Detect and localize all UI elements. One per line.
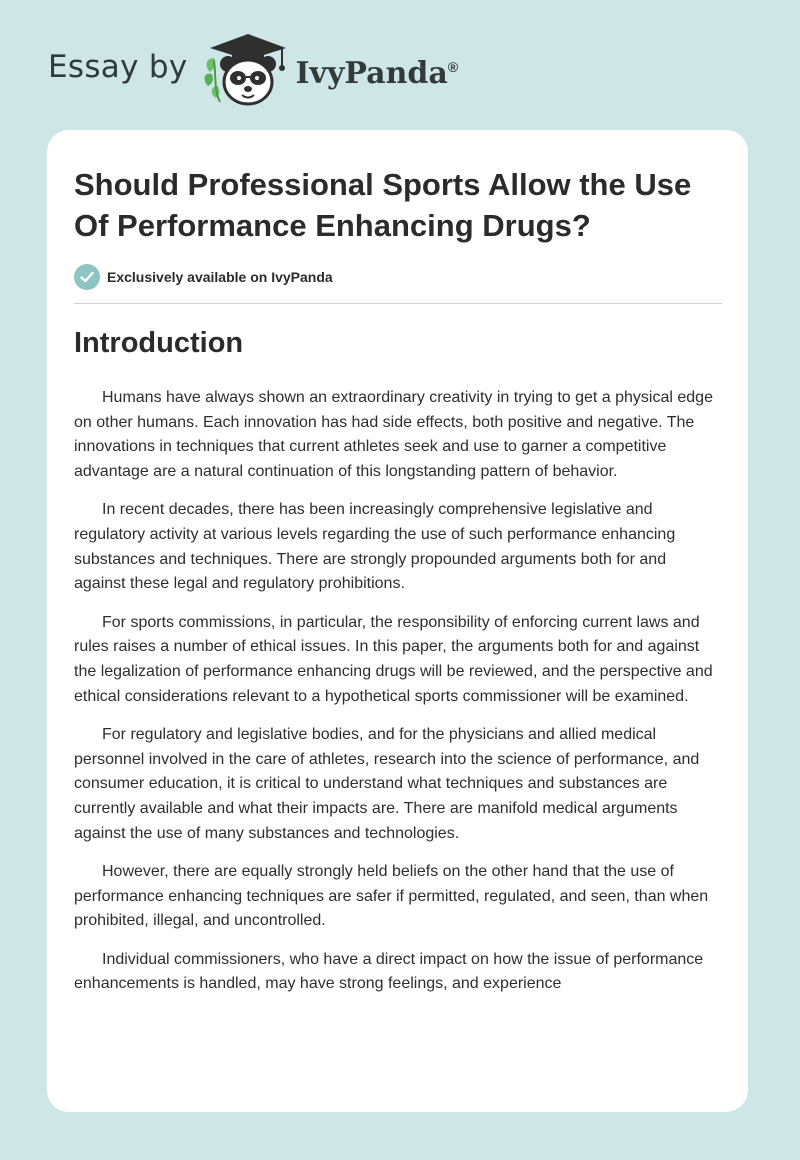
paragraph: In recent decades, there has been increasingly comprehensive legislative and regulatory activity at various levels regarding the use of such performance enhancing substances and techniques. There are strongly propounded arguments both for and against these legal and regulatory prohibitions. [74, 501, 676, 593]
paragraph: Humans have always shown an extraordinary creativity in trying to get a physical edge on other humans. Each innovation has had side effects, both positive and negative. The innovations in techniques that current athletes seek and use to garner a competitive advantage are a natural continuation of this longstanding pattern of behavior. [74, 389, 713, 480]
essay-body [74, 386, 722, 1011]
ivypanda-logo[interactable] [202, 30, 459, 110]
essay-card [47, 130, 748, 1112]
brand-name: IvyPanda® [295, 55, 459, 91]
exclusive-label: Exclusively available on IvyPanda [107, 269, 333, 285]
paragraph: For regulatory and legislative bodies, and for the physicians and allied medical personnel involved in the care of athletes, research into the science of performance, and consumer education, it is critical to understand what techniques and substances are currently available and what their impacts are. There are manifold medical arguments against the use of many substances and technologies. [74, 726, 700, 842]
paragraph: Individual commissioners, who have a direct impact on how the issue of performance enhancements is handled, may have strong feelings, and experience [74, 950, 704, 993]
section-heading: Introduction [74, 327, 244, 359]
ivy-leaf-icon [204, 58, 219, 102]
registered-mark: ® [447, 58, 459, 75]
panda-graduate-icon [202, 30, 294, 110]
essay-by-label: Essay by [48, 49, 188, 85]
site-header [48, 30, 458, 110]
essay-title: Should Professional Sports Allow the Use Of Performance Enhancing Drugs? [74, 167, 692, 243]
paragraph: For sports commissions, in particular, the responsibility of enforcing current laws and rules raises a number of ethical issues. In this paper, the arguments both for and against the legalization of performance enhancing drugs will be reviewed, and the perspective and ethical considerations relevant to a hypothetical sports commissioner will be examined. [74, 613, 713, 705]
check-icon [74, 264, 100, 290]
exclusive-badge [74, 264, 333, 290]
divider [74, 303, 722, 304]
paragraph: However, there are equally strongly held beliefs on the other hand that the use of performance enhancing techniques are safer if permitted, regulated, and seen, than when prohibited, illegal, and uncontrolled. [74, 863, 709, 930]
